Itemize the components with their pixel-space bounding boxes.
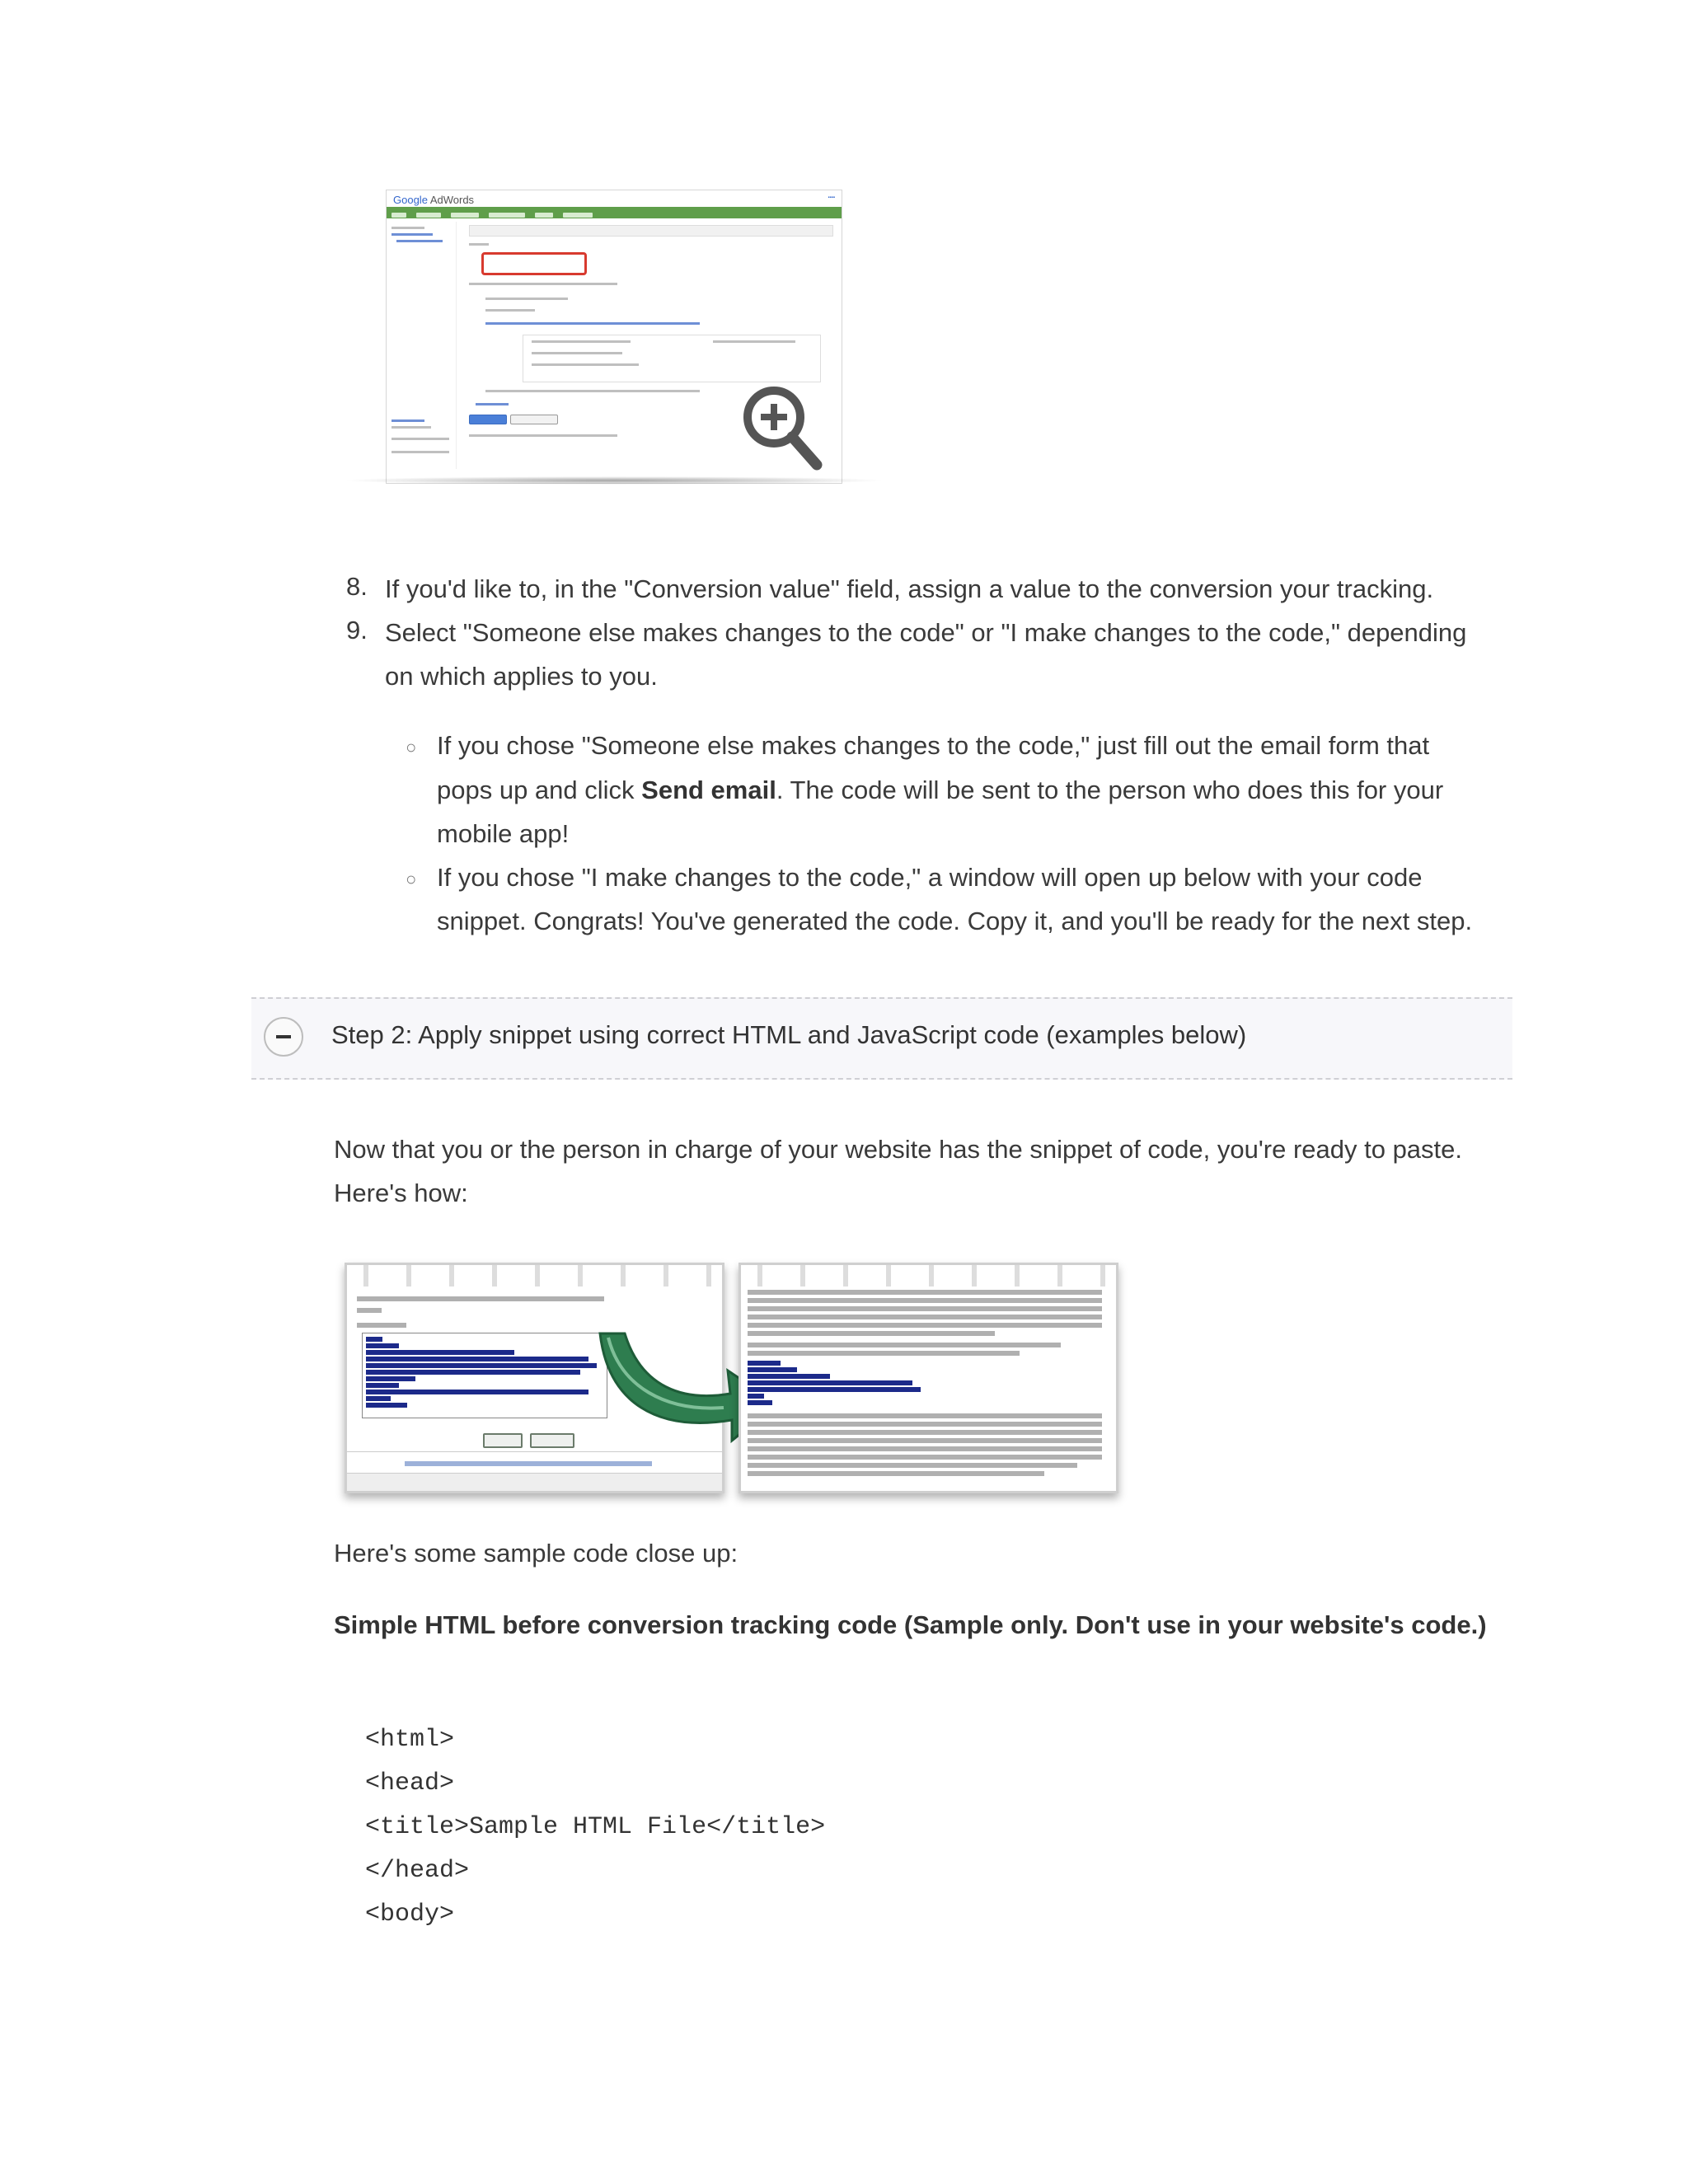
- cancel-button: [510, 415, 558, 424]
- code-line: <title>Sample HTML File</title>: [365, 1813, 826, 1841]
- page-source-window: [738, 1263, 1118, 1493]
- adwords-settings-screenshot: [386, 190, 842, 484]
- sample-heading: Simple HTML before conversion tracking code (Sample only. Don't use in your website's code.): [334, 1610, 1487, 1639]
- list-item-8: If you'd like to, in the "Conversion value" field, assign a value to the conversion your tracking.: [385, 574, 1434, 603]
- copy-paste-illustration: [345, 1251, 1132, 1498]
- back-button: [483, 1433, 523, 1448]
- list-number-9: 9.: [346, 616, 368, 644]
- code-line: <body>: [365, 1900, 455, 1929]
- sub-item-1-line1: If you chose "Someone else makes changes to the code," just fill out the email form that: [437, 731, 1430, 760]
- bullet-icon: ○: [406, 869, 417, 889]
- list-number-8: 8.: [346, 572, 368, 601]
- sign-out-text: ▪▪▪▪: [828, 195, 835, 200]
- intro-line1: Now that you or the person in charge of your website has the snippet of code, you're ready to paste.: [334, 1135, 1463, 1164]
- sub-item-1-line3: mobile app!: [437, 819, 570, 848]
- sub-item-2-line1: If you chose "I make changes to the code," a window will open up below with your code: [437, 863, 1423, 892]
- sample-intro: Here's some sample code close up:: [334, 1539, 738, 1568]
- sub-item-2-line2: snippet. Congrats! You've generated the code. Copy it, and you'll be ready for the next step.: [437, 907, 1473, 935]
- step-2-accordion-header[interactable]: [251, 997, 1512, 1080]
- save-and-continue-button: [469, 415, 507, 424]
- collapse-minus-icon[interactable]: [264, 1017, 303, 1057]
- list-item-9-line1: Select "Someone else makes changes to the code" or "I make changes to the code," depending: [385, 618, 1467, 647]
- zoom-in-magnifier-icon[interactable]: [741, 384, 823, 475]
- adwords-nav-bar: [387, 207, 842, 218]
- screenshot-shadow: [342, 476, 886, 485]
- review-button: [530, 1433, 574, 1448]
- conversion-category-highlight: [481, 252, 587, 275]
- intro-line2: Here's how:: [334, 1179, 468, 1207]
- adwords-logo: Google AdWords: [393, 194, 475, 206]
- code-line: </head>: [365, 1857, 470, 1885]
- list-item-9-line2: on which applies to you.: [385, 662, 658, 691]
- adwords-sidebar: [390, 222, 457, 469]
- adwords-tabs: [469, 225, 833, 237]
- sub-item-1-line2: pops up and click Send email. The code will be sent to the person who does this for your: [437, 776, 1444, 804]
- step-2-title: Step 2: Apply snippet using correct HTML and JavaScript code (examples below): [331, 1020, 1247, 1049]
- code-line: <html>: [365, 1726, 455, 1754]
- bullet-icon: ○: [406, 737, 417, 757]
- notification-options-box: [523, 335, 821, 382]
- code-line: <head>: [365, 1769, 455, 1797]
